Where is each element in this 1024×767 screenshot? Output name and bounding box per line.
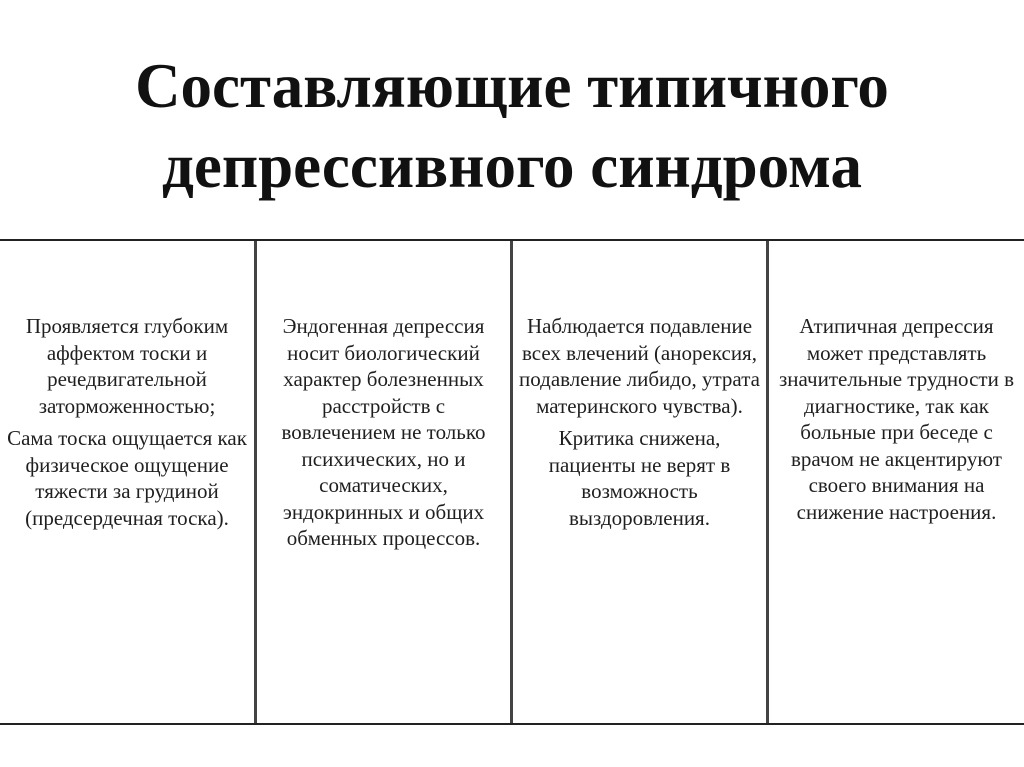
table-column-3 — [513, 241, 769, 723]
column-1-paragraph-1: Проявляется глубоким аффектом тоски и речедвигательной заторможенностью; — [25, 314, 229, 418]
column-2-paragraph-1: Эндогенная депрессия носит биологический характер болезненных расстройств с вовлечением не только психических, но и соматических, эндокринных и общих обменных процессов. — [281, 314, 486, 550]
page-title — [0, 46, 1024, 206]
table-column-2 — [257, 241, 513, 723]
components-table — [0, 239, 1024, 725]
table-column-1 — [0, 241, 257, 723]
column-3-paragraph-2: Критика снижена, пациенты не верят в возможность выздоровления. — [548, 426, 731, 530]
column-3-paragraph-1: Наблюдается подавление всех влечений (анорексия, подавление либидо, утрата материнского чувства). — [519, 314, 760, 418]
title-line-1: Составляющие типичного — [135, 51, 889, 121]
column-1-paragraph-2: Сама тоска ощущается как физическое ощущение тяжести за грудиной (предсердечная тоска). — [7, 426, 247, 530]
title-line-2: депрессивного синдрома — [162, 131, 862, 201]
column-4-paragraph-1: Атипичная депрессия может представлять значительные трудности в диагностике, так как больные при беседе с врачом не акцентируют своего внимания на снижение настроения. — [779, 314, 1014, 524]
table-column-4 — [769, 241, 1024, 723]
